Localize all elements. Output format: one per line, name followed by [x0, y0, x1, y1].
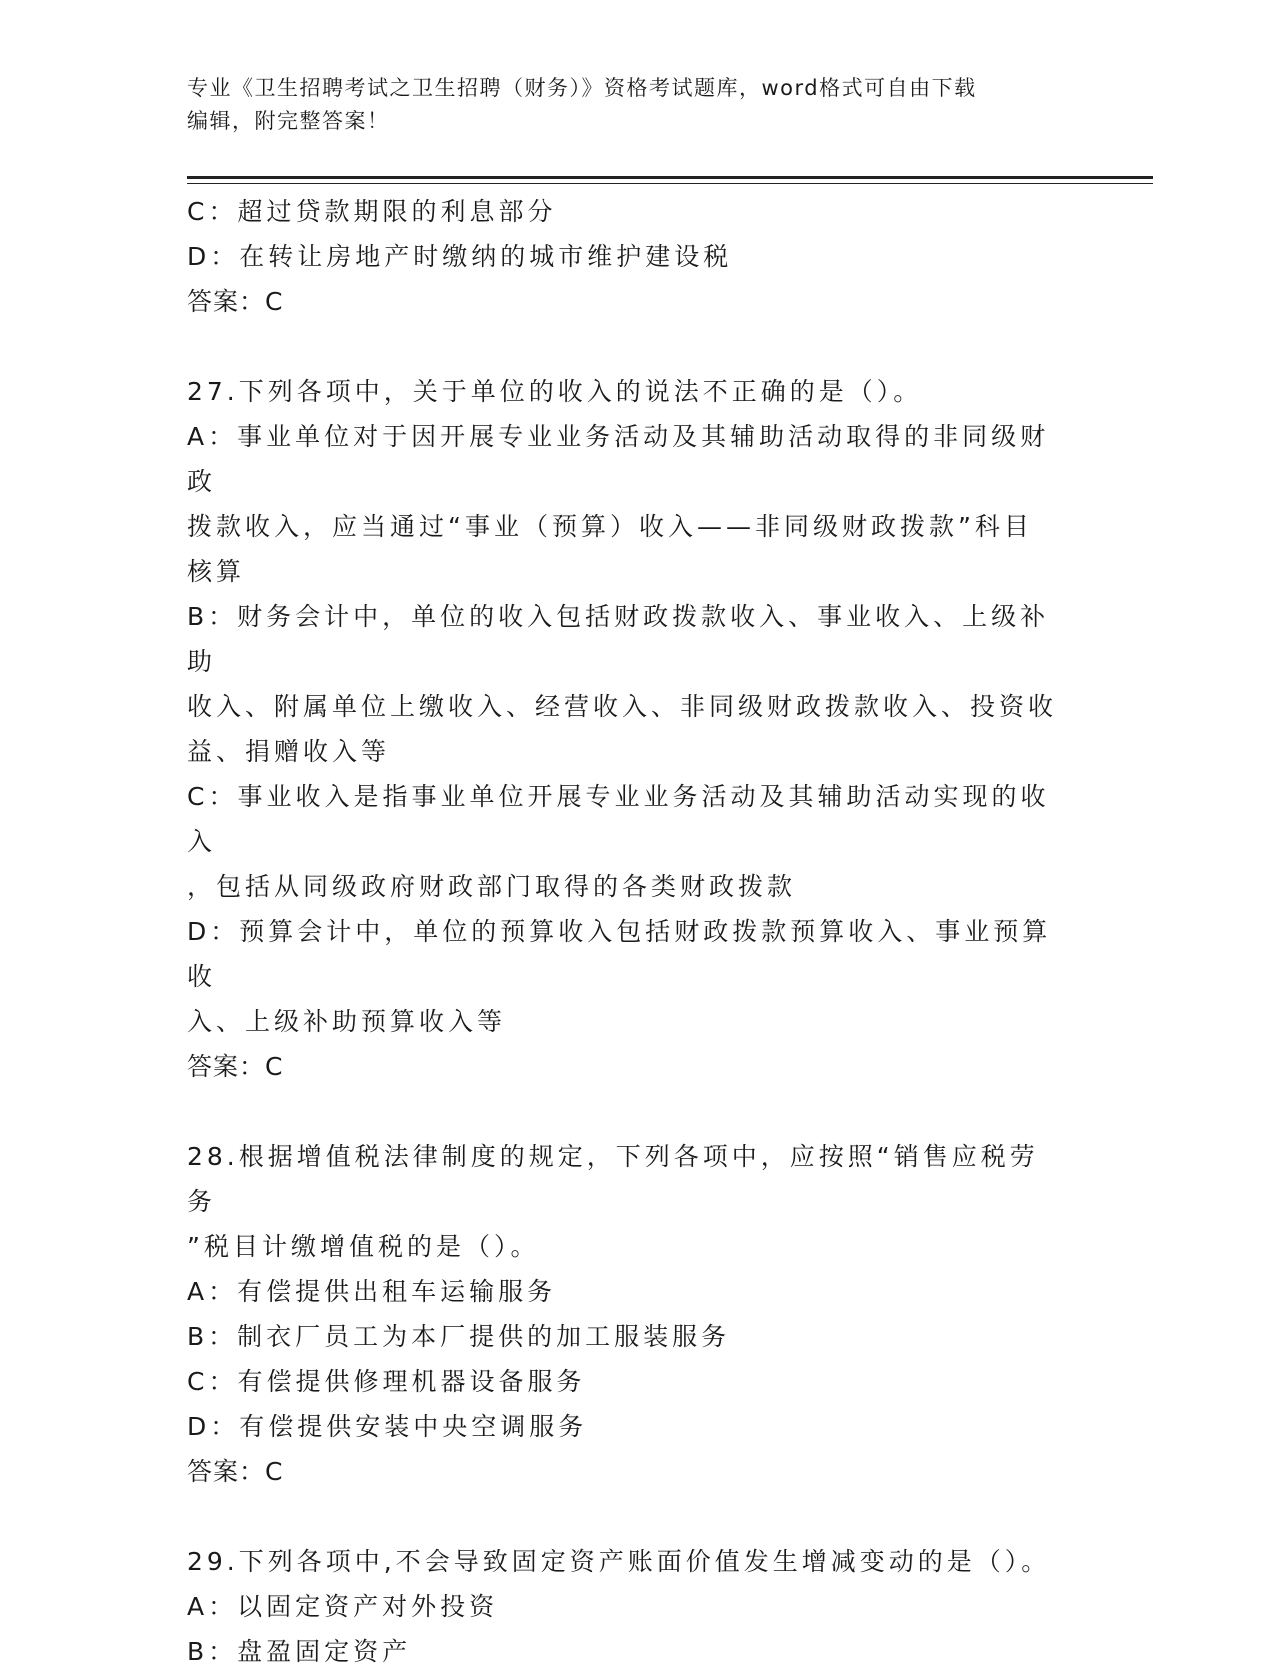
header-line: 专业《卫生招聘考试之卫生招聘（财务）》资格考试题库，word格式可自由下载: [187, 76, 977, 100]
option-a-cont: 核算: [187, 557, 246, 586]
option-a: A：以固定资产对外投资: [187, 1592, 499, 1621]
option-a: A：事业单位对于因开展专业业务活动及其辅助活动取得的非同级财政: [187, 422, 1050, 496]
page-header: [187, 72, 1067, 138]
option-c-cont: ，包括从同级政府财政部门取得的各类财政拨款: [187, 872, 797, 901]
option-d-cont: 入、上级补助预算收入等: [187, 1007, 507, 1036]
option-c: C：超过贷款期限的利息部分: [187, 197, 557, 226]
option-b-cont: 收入、附属单位上缴收入、经营收入、非同级财政拨款收入、投资收: [187, 692, 1058, 721]
question-stem-cont: ”税目计缴增值税的是（）。: [187, 1232, 540, 1261]
header-divider-thin: [187, 183, 1153, 184]
answer-line: 答案：C: [187, 1052, 284, 1081]
question-stem: 28.根据增值税法律制度的规定，下列各项中，应按照“销售应税劳务: [187, 1142, 1039, 1216]
option-a-cont: 拨款收入，应当通过“事业（预算）收入——非同级财政拨款”科目: [187, 512, 1033, 541]
question-block: [187, 189, 1067, 324]
header-line: 编辑，附完整答案！: [187, 109, 390, 133]
spacer: [187, 1089, 1067, 1134]
question-block: [187, 1134, 1067, 1494]
option-d: D：有偿提供安装中央空调服务: [187, 1412, 588, 1441]
spacer: [187, 1494, 1067, 1539]
option-a: A：有偿提供出租车运输服务: [187, 1277, 557, 1306]
option-b: B：盘盈固定资产: [187, 1637, 412, 1666]
option-d: D：在转让房地产时缴纳的城市维护建设税: [187, 242, 733, 271]
spacer: [187, 324, 1067, 369]
option-b: B：财务会计中，单位的收入包括财政拨款收入、事业收入、上级补助: [187, 602, 1050, 676]
question-list: [187, 189, 1067, 1674]
question-block: [187, 1539, 1067, 1674]
option-c: C：事业收入是指事业单位开展专业业务活动及其辅助活动实现的收入: [187, 782, 1050, 856]
option-b: B：制衣厂员工为本厂提供的加工服装服务: [187, 1322, 731, 1351]
option-d: D：预算会计中，单位的预算收入包括财政拨款预算收入、事业预算收: [187, 917, 1052, 991]
question-stem: 27.下列各项中，关于单位的收入的说法不正确的是（）。: [187, 377, 923, 406]
option-c: C：有偿提供修理机器设备服务: [187, 1367, 586, 1396]
question-block: [187, 369, 1067, 1089]
header-divider-thick: [187, 176, 1153, 179]
answer-line: 答案：C: [187, 287, 284, 316]
answer-line: 答案：C: [187, 1457, 284, 1486]
option-b-cont: 益、捐赠收入等: [187, 737, 391, 766]
question-stem: 29.下列各项中,不会导致固定资产账面价值发生增减变动的是（）。: [187, 1547, 1051, 1576]
